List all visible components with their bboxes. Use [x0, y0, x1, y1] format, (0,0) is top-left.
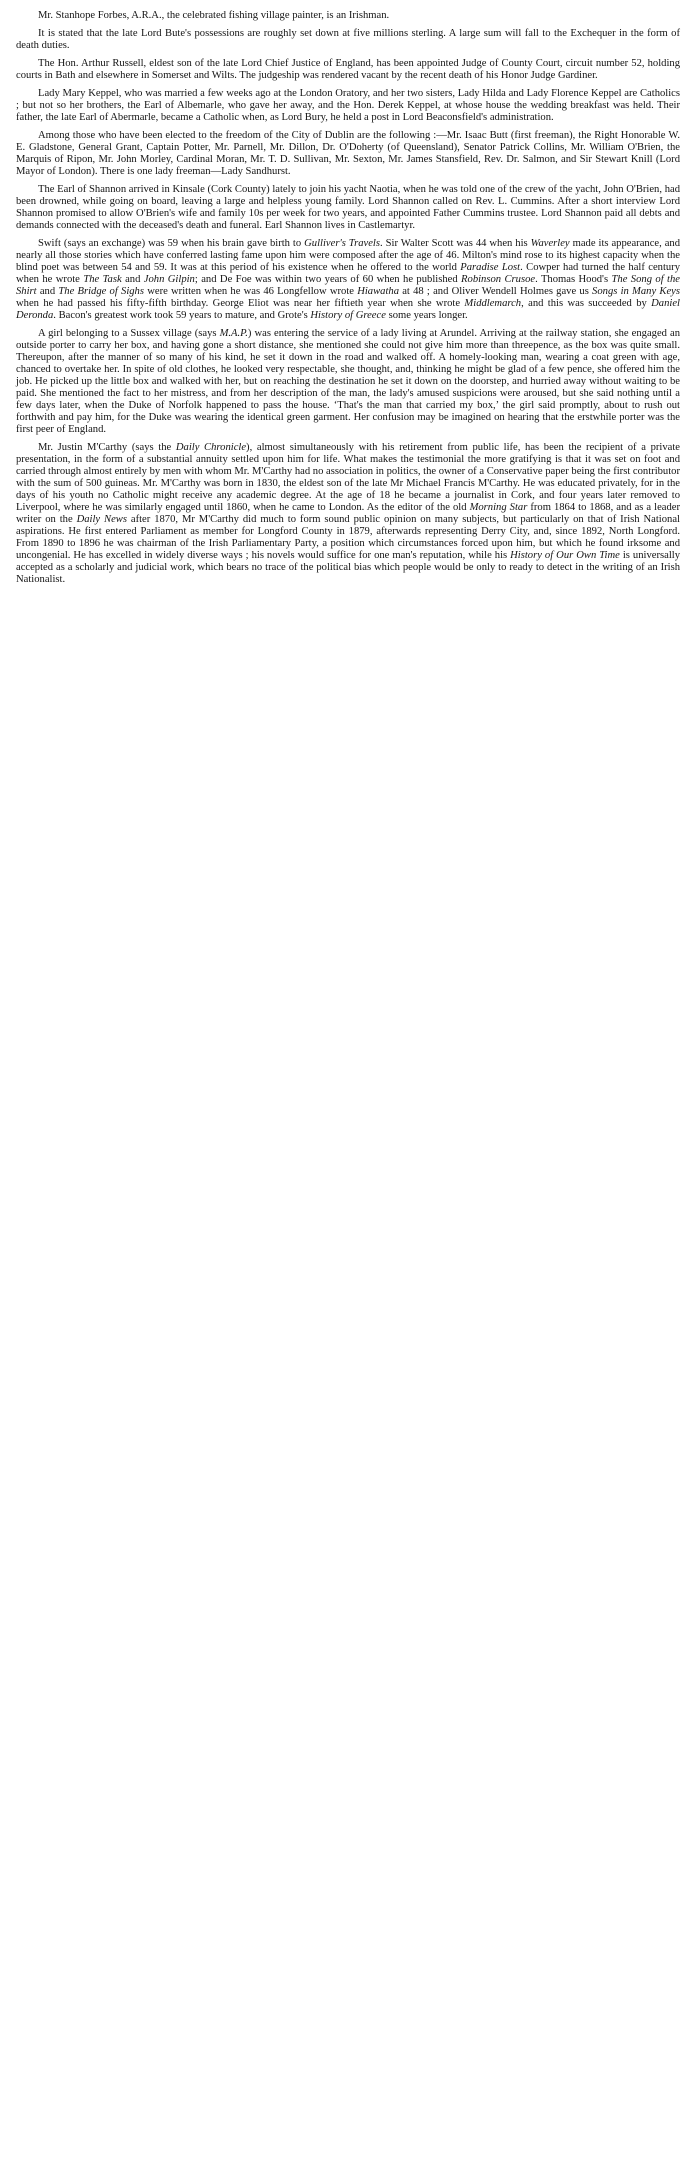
text-run: . Bacon's greatest work took 59 years to mature, and Grote's	[53, 310, 311, 321]
text-run: Lady Mary Keppel, who was married a few weeks ago at the London Oratory, and her two sisters, Lady Hilda and Lady Florence Keppel are Catholics ; but not so her brothers, the Earl of Albemarle, who gave her away, and the Hon. Derek Keppel, at whose house the wedding breakfast was held. Their father, the late Earl of Abermarle, became a Catholic when, as Lord Bury, he held a post in Lord Beaconsfield's administration.	[16, 88, 680, 123]
text-run: ), almost simultaneously with his retirement from public life, has been the recipient of a private presentation, in the form of a substantial annuity settled upon him for life. What makes the testimonial the more gratifying is that it was set on foot and carried through almost entirely by men with whom Mr. M'Carthy had no association in politics, the owner of a Conservative paper being the first contributor with the sum of 500 guineas. Mr. M'Carthy was born in 1830, the eldest son of the late Mr Michael Francis M'Carthy. He was educated privately, for in the days of his youth no Catholic might receive any academic degree. At the age of 18 he became a journalist in Cork, and four years later removed to Liverpool, where he was similarly engaged until 1860, when he came to London. As the editor of the old	[16, 442, 680, 513]
italic-title: Morning Star	[469, 502, 528, 513]
text-run: made its appearance, and nearly all those stories which have conferred lasting fame upon him were composed after the age of 46. Milton's mind rose to its highest capacity when the blind poet was between 54 and 59. It was at this period of his existence when he offered to the world	[16, 238, 680, 273]
text-run: The Hon. Arthur Russell, eldest son of the late Lord Chief Justice of England, has been appointed Judge of County Court, circuit number 52, holding courts in Bath and elsewhere in Somerset and Wilts. The judgeship was rendered vacant by the recent death of his Honor Judge Gardiner.	[16, 58, 680, 81]
text-run: and	[121, 274, 144, 285]
text-run: were written when he was 46 Longfellow wrote	[143, 286, 358, 297]
italic-title: John Gilpin	[143, 274, 195, 285]
text-run: Mr. Stanhope Forbes, A.R.A., the celebrated fishing village painter, is an Irishman.	[38, 10, 390, 21]
text-run: is universally accepted as a scholarly and judicial work, which bears no trace of the political bias which people would be only to ready to detect in the writing of an Irish Nationalist.	[16, 550, 680, 585]
text-run: when he had passed his fifty-fifth birthday. George Eliot was near her fiftieth year when she wrote	[16, 298, 465, 309]
italic-title: Hiawatha	[357, 286, 399, 297]
text-run: ) was entering the service of a lady living at Arundel. Arriving at the railway station, she engaged an outside porter to carry her box, and having gone a short distance, she mentioned she could not give him more than threepence, as the box was quite small. Thereupon, after the manner of so many of his kind, he set it down in the road and walked off. A homely-looking man, wearing a coat green with age, chanced to overtake her. In spite of old clothes, he looked very respectable, she thought, and, thinking he might be glad of a few pence, she offered him the job. He picked up the little box and walked with her, but on reaching the destination he set it down on the doorstep, and hurried away without waiting to be paid. She mentioned the fact to her mistress, and from her description of the man, the lady's amused suspicions were aroused, but she said nothing until a few days later, when the Duke of Norfolk happened to pass the house. ‘That's the man that carried my box,’ the girl said promptly, about to rush out forthwith and pay him, for the Duke was wearing the identical green garment. Her confusion may be imagined on hearing that the erstwhile porter was the first peer of England.	[16, 328, 681, 435]
text-run: The Earl of Shannon arrived in Kinsale (Cork County) lately to join his yacht Naotia, when he was told one of the crew of the yacht, John O'Brien, had been drowned, while going on board, leaving a large and helpless young family. Lord Shannon called on Rev. L. Cummins. After a short interview Lord Shannon promised to allow O'Brien's wife and family 10s per week for two years, and appointed Father Cummins trustee. Lord Shannon paid all debts and demands connected with the deceased's death and funeral. Earl Shannon lives in Castlemartyr.	[16, 184, 680, 231]
italic-title: Daily News	[76, 514, 127, 525]
italic-title: The Task	[83, 274, 122, 285]
paragraph-bute	[16, 28, 680, 52]
italic-title: Gulliver's Travels	[304, 238, 380, 249]
text-run: from 1864 to 1868, and as a leader writer on the	[16, 502, 681, 525]
text-run: It is stated that the late Lord Bute's possessions are roughly set down at five millions sterling. A large sum will fall to the Exchequer in the form of death duties.	[16, 28, 680, 51]
italic-title: Daily Chronicle	[175, 442, 247, 453]
paragraph-russell	[16, 58, 680, 82]
paragraph-dublin	[16, 130, 680, 178]
italic-title: Waverley	[530, 238, 570, 249]
text-run: and	[36, 286, 59, 297]
text-run: . Thomas Hood's	[535, 274, 612, 285]
italic-title: History of Our Own Time	[510, 550, 620, 561]
italic-title: The Song of the Shirt	[16, 274, 680, 297]
italic-title: Paradise Lost	[460, 262, 521, 273]
text-run: A girl belonging to a Sussex village (says	[38, 328, 220, 339]
paragraph-sussex	[16, 328, 680, 436]
text-run: ; and De Foe was within two years of 60 when he published	[194, 274, 462, 285]
italic-title: M.A.P.	[219, 328, 248, 339]
italic-title: Songs in Many Keys	[592, 286, 680, 297]
italic-title: Middlemarch	[464, 298, 522, 309]
italic-title: The Bridge of Sighs	[58, 286, 144, 297]
text-run: some years longer.	[385, 310, 468, 321]
text-run: Swift (says an exchange) was 59 when his brain gave birth to	[38, 238, 305, 249]
text-run: . Cowper had turned the half century when he wrote	[16, 262, 681, 285]
paragraph-mccarthy	[16, 442, 680, 586]
italic-title: History of Greece	[310, 310, 386, 321]
paragraph-forbes	[16, 10, 680, 22]
text-run: , and this was succeeded by	[521, 298, 652, 309]
text-run: . Sir Walter Scott was 44 when his	[380, 238, 531, 249]
paragraph-shannon	[16, 184, 680, 232]
italic-title: Robinson Crusoe	[461, 274, 536, 285]
text-run: Among those who have been elected to the freedom of the City of Dublin are the following :—Mr. Isaac Butt (first freeman), the Right Honorable W. E. Gladstone, General Grant, Captain Potter, Mr. Parnell, Mr. Dillon, Dr. O'Doherty (of Queensland), Senator Patrick Collins, Mr. William O'Brien, the Marquis of Ripon, Mr. John Morley, Cardinal Moran, Mr. T. D. Sullivan, Mr. Sexton, Mr. James Stansfield, Rev. Dr. Salmon, and Sir Stewart Knill (Lord Mayor of London). There is one lady freeman—Lady Sandhurst.	[16, 130, 680, 177]
paragraph-swift	[16, 238, 680, 322]
text-run: Mr. Justin M'Carthy (says the	[38, 442, 176, 453]
text-run: at 48 ; and Oliver Wendell Holmes gave us	[399, 286, 593, 297]
paragraph-keppel	[16, 88, 680, 124]
text-run: after 1870, Mr M'Carthy did much to form sound public opinion on many subjects, but particularly on that of Irish National aspirations. He first entered Parliament as member for Longford County in 1879, afterwards representing Derry City, and, since 1892, North Longford. From 1890 to 1896 he was chairman of the Irish Parliamentary Party, a position which circumstances forced upon him, but which he found irksome and uncongenial. He has excelled in widely diverse ways ; his novels would suffice for one man's reputation, while his	[16, 514, 680, 561]
italic-title: Daniel Deronda	[16, 298, 680, 321]
